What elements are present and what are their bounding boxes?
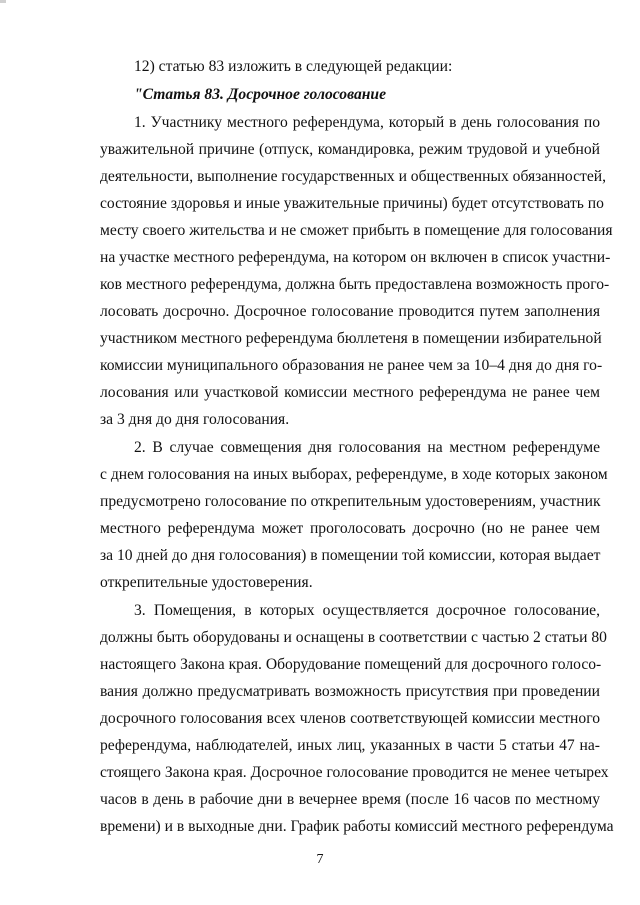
paragraph-3-line: часов в день в рабочие дни в вечернее время (после 16 часов по местному — [100, 791, 600, 808]
paragraph-1-line: ков местного референдума, должна быть предоставлена возможность прого- — [100, 276, 610, 293]
paragraph-3-line: настоящего Закона края. Оборудование помещений для досрочного голосо- — [100, 656, 602, 673]
paragraph-1-line: лосовать досрочно. Досрочное голосование проводится путем заполнения — [100, 303, 600, 320]
paragraph-1-line: 1. Участнику местного референдума, который в день голосования по — [134, 114, 600, 131]
paragraph-2-line: предусмотрено голосование по открепительным удостоверениям, участник — [100, 493, 601, 510]
paragraph-2-line: местного референдума может проголосовать досрочно (но не ранее чем — [100, 520, 600, 537]
intro-line: 12) статью 83 изложить в следующей редакции: — [134, 58, 453, 75]
paragraph-3-line: 3. Помещения, в которых осуществляется досрочное голосование, — [134, 602, 600, 619]
paragraph-1-line: состояние здоровья и иные уважительные причины) будет отсутствовать по — [100, 195, 604, 212]
paragraph-3-line: вания должно предусматривать возможность присутствия при проведении — [100, 683, 600, 700]
paragraph-2-line: за 10 дней до дня голосования) в помещении той комиссии, которая выдает — [100, 547, 601, 564]
paragraph-2-line: с днем голосования на иных выборах, референдуме, в ходе которых законом — [100, 466, 608, 483]
paragraph-3-line: досрочного голосования всех членов соответствующей комиссии местного — [100, 710, 600, 727]
scan-mark — [0, 0, 6, 3]
article-heading: "Статья 83. Досрочное голосование — [134, 86, 387, 103]
page-number: 7 — [316, 852, 324, 867]
paragraph-3-line: времени) и в выходные дни. График работы комиссий местного референдума — [100, 818, 614, 835]
paragraph-3-line: должны быть оборудованы и оснащены в соответствии с частью 2 статьи 80 — [100, 629, 607, 646]
paragraph-3-line: стоящего Закона края. Досрочное голосование проводится не менее четырех — [100, 764, 609, 781]
paragraph-1-line: участником местного референдума бюллетеня в помещении избирательной — [100, 330, 602, 347]
paragraph-1-line: лосования или участковой комиссии местного референдума не ранее чем — [100, 384, 600, 401]
paragraph-2-line: 2. В случае совмещения дня голосования на местном референдуме — [134, 439, 600, 456]
paragraph-1-line: деятельности, выполнение государственных и общественных обязанностей, — [100, 168, 607, 185]
paragraph-1-line: комиссии муниципального образования не ранее чем за 10–4 дня до дня го- — [100, 357, 603, 374]
paragraph-2-line: открепительные удостоверения. — [100, 574, 313, 591]
paragraph-1-line: месту своего жительства и не сможет прибыть в помещение для голосования — [100, 222, 613, 239]
paragraph-1-line: на участке местного референдума, на котором он включен в список участни- — [100, 249, 611, 266]
paragraph-1-line: уважительной причине (отпуск, командировка, режим трудовой и учебной — [100, 141, 600, 158]
paragraph-3-line: референдума, наблюдателей, иных лиц, указанных в части 5 статьи 47 на- — [100, 737, 600, 754]
paragraph-1-line: за 3 дня до дня голосования. — [100, 411, 290, 428]
